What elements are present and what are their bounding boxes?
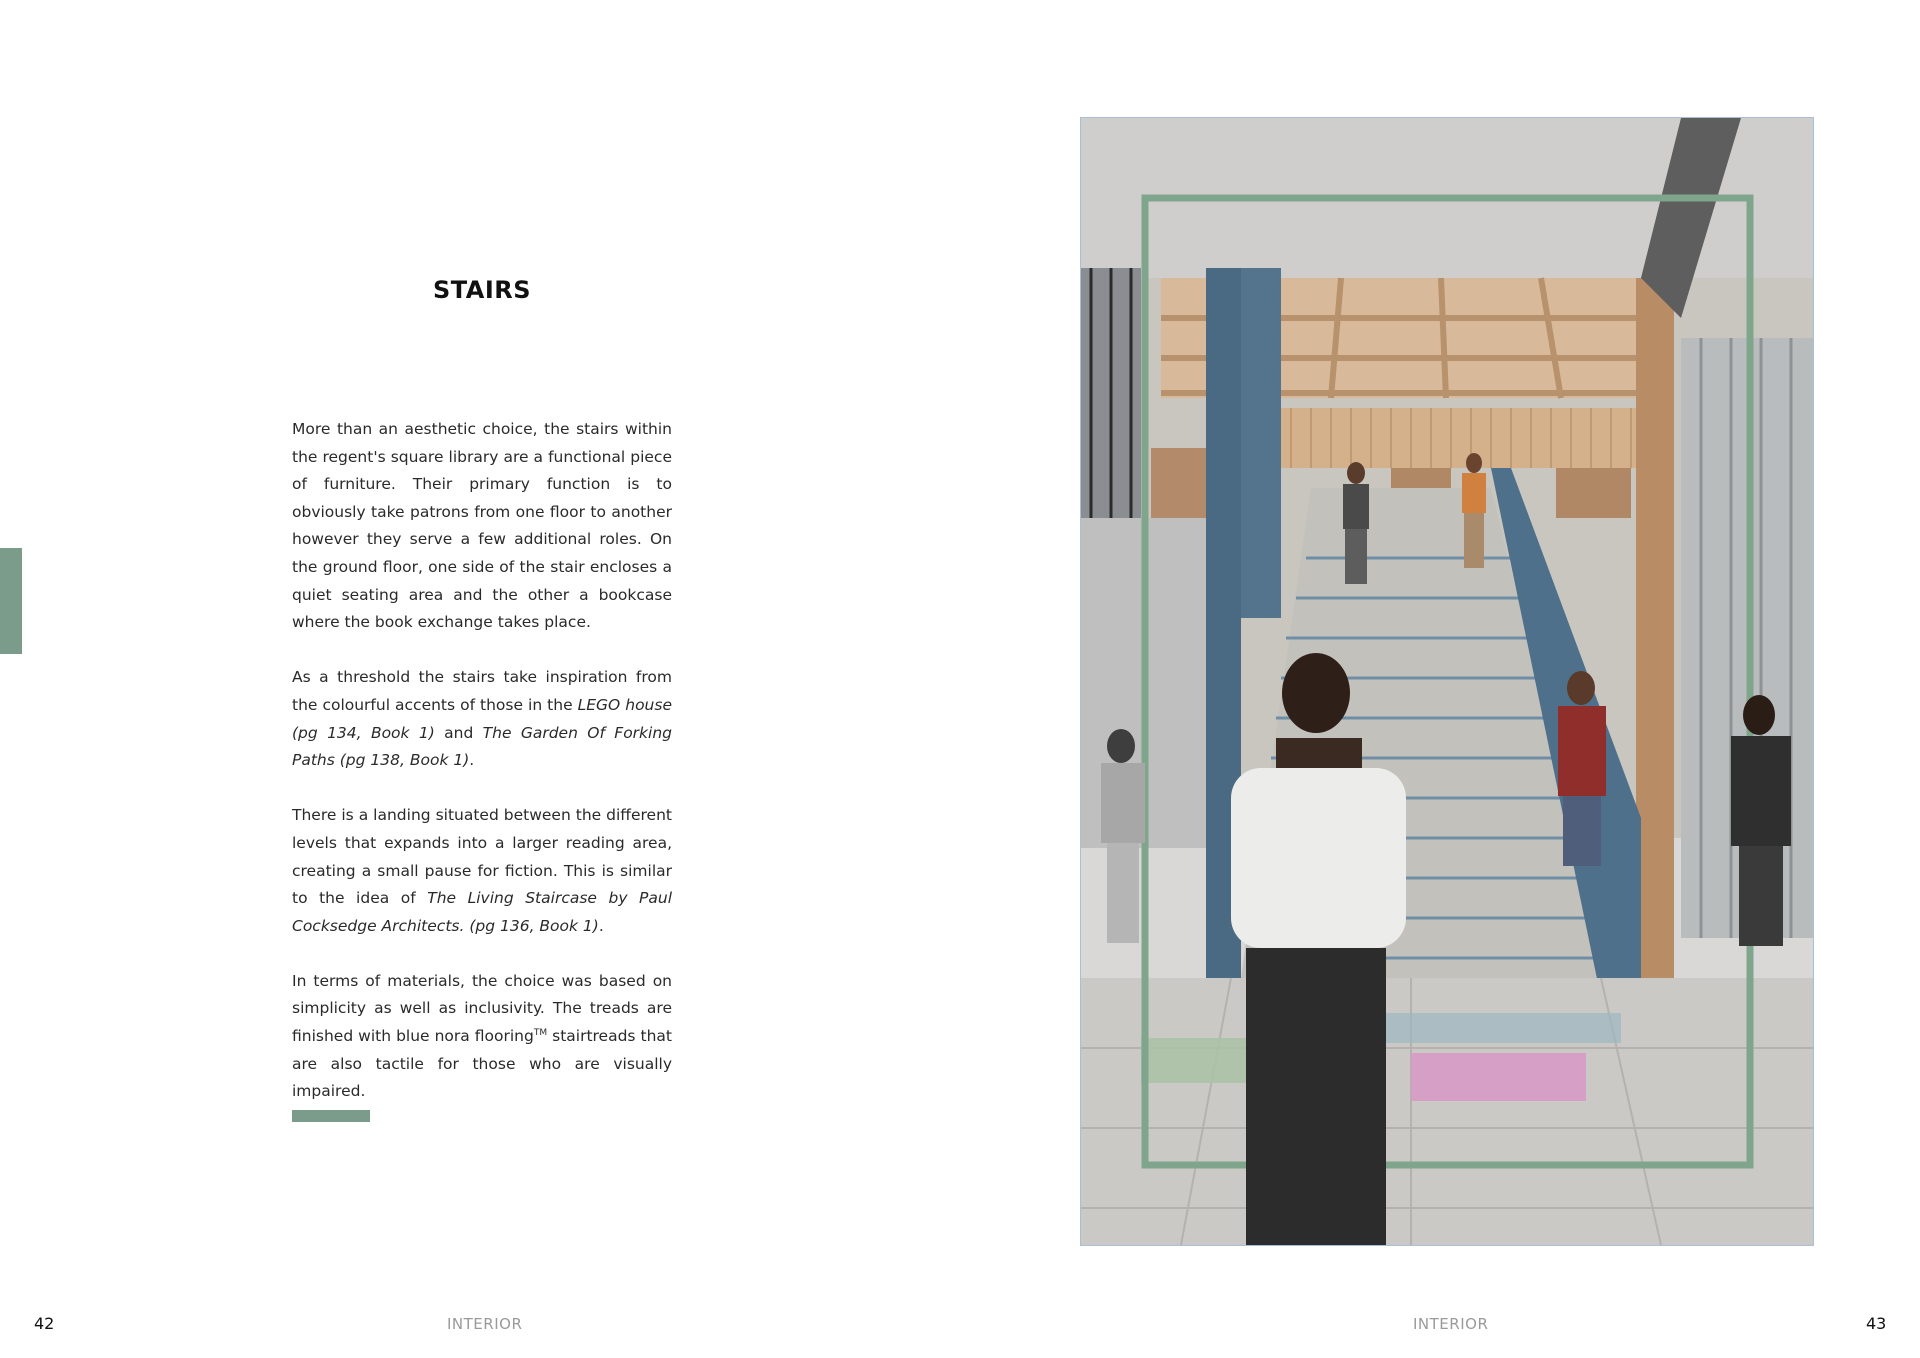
reference-lego-house: LEGO house (pg 134, Book 1) [292, 695, 672, 742]
page-number-left: 42 [34, 1314, 55, 1333]
paragraph-4-text-1: In terms of materials, the choice was based on simplicity as well as inclusivity. The treads are finished with blue nora flooring [292, 971, 672, 1046]
stair-render-image [1080, 117, 1814, 1246]
reference-living-staircase: The Living Staircase by Paul Cocksedge Architects. (pg 136, Book 1) [292, 889, 672, 935]
reference-garden-forking-paths: The Garden Of Forking Paths (pg 138, Book 1) [292, 723, 672, 770]
paragraph-2-text-1: As a threshold the stairs take inspiration from the colourful accents of those in the [292, 668, 672, 714]
page-number-right: 43 [1866, 1314, 1887, 1333]
body-text [292, 416, 672, 1133]
paragraph-2-text-2: and [434, 723, 483, 742]
paragraph-3-text-2: . [598, 916, 604, 935]
section-label-right: INTERIOR [1413, 1315, 1489, 1333]
paragraph-2-text-3: . [469, 751, 475, 770]
side-section-tab [0, 548, 22, 654]
page-title: STAIRS [432, 276, 532, 304]
paragraph-3-text-1: There is a landing situated between the different levels that expands into a larger reading area, creating a small pause for fiction. This is similar to the idea of [292, 806, 672, 908]
paragraph-2 [292, 664, 672, 774]
trademark-superscript: TM [533, 1027, 548, 1038]
paragraph-1: More than an aesthetic choice, the stairs within the regent's square library are a functional piece of furniture. Their primary function is to obviously take patrons from one floor to another however they serve a few additional roles. On the ground floor, one side of the stair encloses a quiet seating area and the other a bookcase where the book exchange takes place. [292, 420, 672, 632]
paragraph-4 [292, 968, 672, 1106]
paragraph-3 [292, 802, 672, 940]
accent-bar [292, 1110, 370, 1122]
paragraph-4-text-2: stairtreads that are also tactile for those who are visually impaired. [292, 1027, 672, 1101]
stair-render-illustration [1081, 118, 1813, 1245]
section-label-left: INTERIOR [447, 1315, 523, 1333]
